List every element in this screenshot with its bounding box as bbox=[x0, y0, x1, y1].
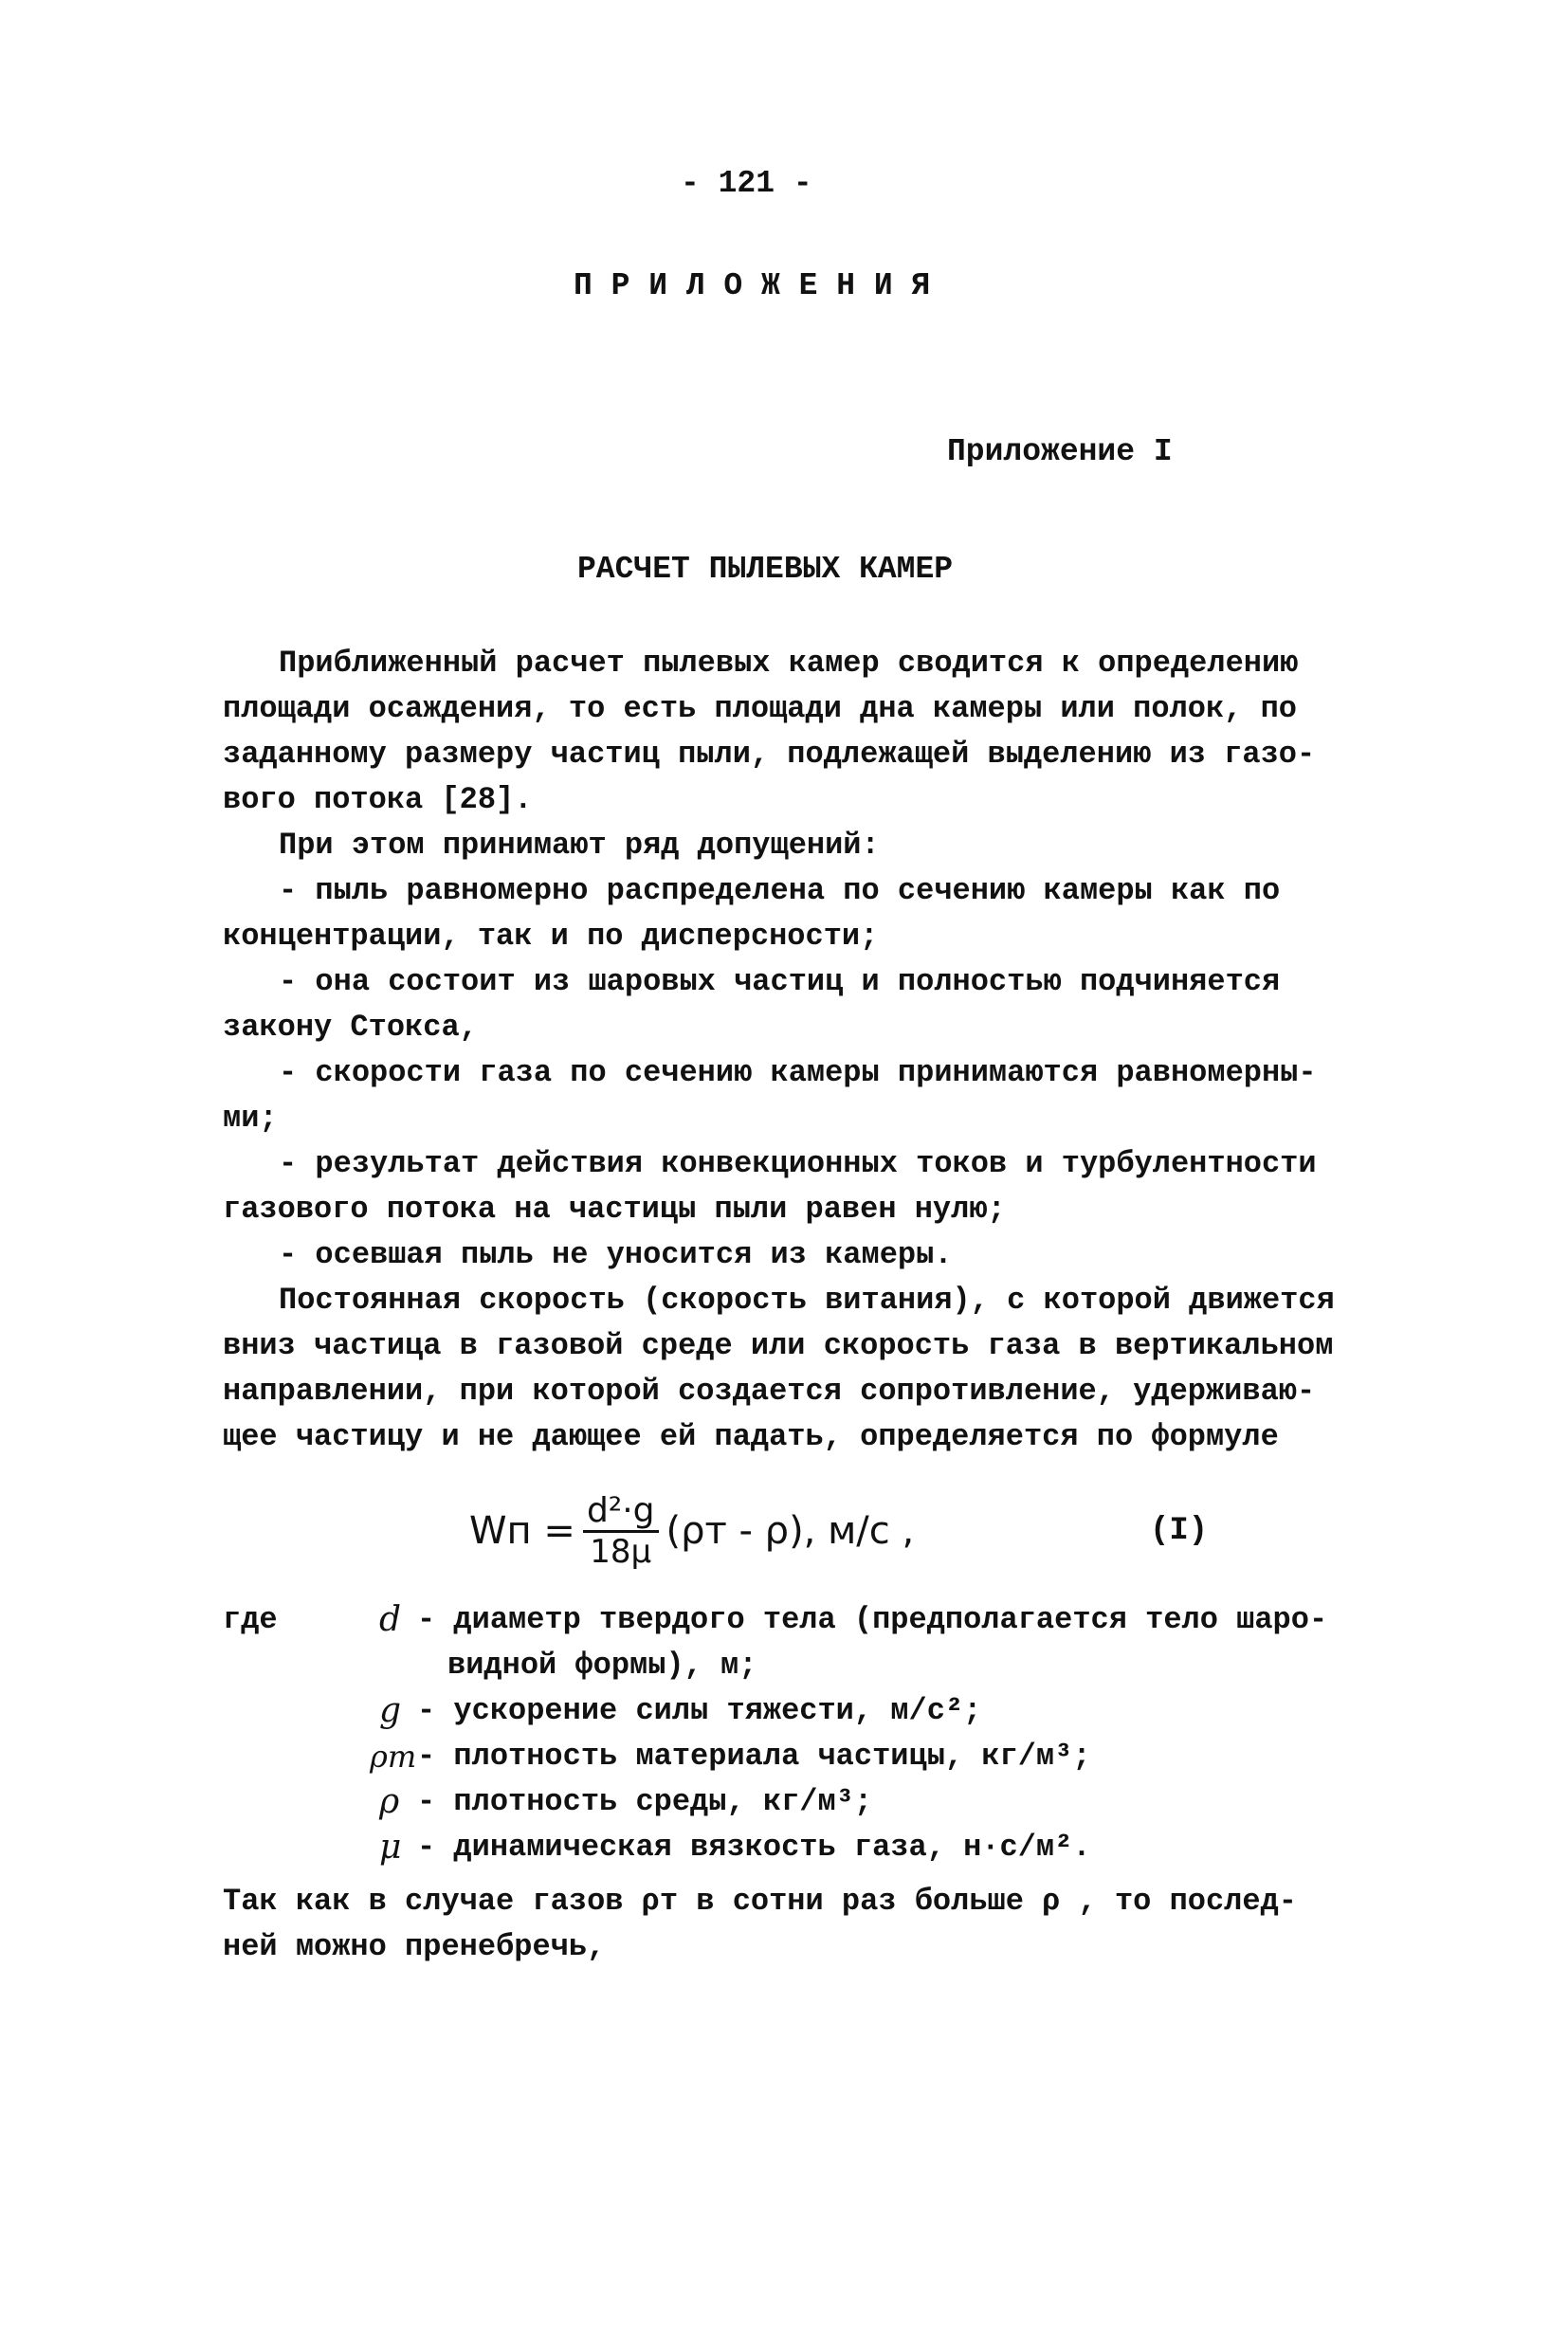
section-title: П Р И Л О Ж Е Н И Я bbox=[574, 268, 931, 303]
text-line: - пыль равномерно распределена по сечению камеры как по bbox=[279, 873, 1281, 908]
text-line: Приближенный расчет пылевых камер сводится к определению bbox=[279, 646, 1299, 681]
text-line: - она состоит из шаровых частиц и полностью подчиняется bbox=[279, 964, 1281, 999]
formula-rhs: (ρт - ρ), м/с , bbox=[665, 1509, 915, 1553]
page-number: - 121 - bbox=[681, 166, 812, 201]
text-line: вого потока [28]. bbox=[223, 782, 533, 817]
text-line: - результат действия конвекционных токов и турбулентности bbox=[279, 1146, 1317, 1181]
formula-fraction bbox=[583, 1492, 659, 1571]
definition-symbol: ρ bbox=[379, 1782, 400, 1821]
text-line: - осевшая пыль не уносится из камеры. bbox=[279, 1237, 953, 1272]
section-heading: РАСЧЕТ ПЫЛЕВЫХ КАМЕР bbox=[577, 552, 954, 587]
definition-text: - диаметр твердого тела (предполагается тело шаро- bbox=[417, 1602, 1328, 1637]
text-line: При этом принимают ряд допущений: bbox=[279, 828, 880, 863]
text-line: закону Стокса, bbox=[223, 1010, 478, 1045]
definition-symbol: ρт bbox=[370, 1739, 417, 1775]
text-line: заданному размеру частиц пыли, подлежащей выделению из газо- bbox=[223, 737, 1316, 772]
formula-numerator: d²·g bbox=[583, 1492, 659, 1533]
text-line: газового потока на частицы пыли равен нулю; bbox=[223, 1192, 1006, 1227]
text-line: направлении, при которой создается сопротивление, удерживаю- bbox=[223, 1374, 1316, 1409]
formula-lhs: Wп = bbox=[469, 1509, 575, 1553]
text-line: площади осаждения, то есть площади дна камеры или полок, по bbox=[223, 691, 1297, 726]
body-text bbox=[223, 641, 1389, 1460]
text-line: щее частицу и не дающее ей падать, определяется по формуле bbox=[223, 1419, 1279, 1454]
closing-text bbox=[223, 1879, 1389, 1970]
formula-denominator: 18μ bbox=[590, 1532, 652, 1571]
definition-text: - динамическая вязкость газа, н·с/м². bbox=[417, 1830, 1091, 1865]
definition-text: видной формы), м; bbox=[447, 1648, 757, 1683]
definition-text: - плотность материала частицы, кг/м³; bbox=[417, 1739, 1091, 1774]
definition-symbol: μ bbox=[379, 1828, 402, 1867]
definition-symbol: g bbox=[379, 1691, 402, 1730]
where-label: где bbox=[223, 1602, 278, 1637]
definition-symbol: d bbox=[379, 1600, 402, 1639]
definition-text: - плотность среды, кг/м³; bbox=[417, 1784, 873, 1819]
formula bbox=[469, 1488, 914, 1574]
text-line: - скорости газа по сечению камеры принимаются равномерны- bbox=[279, 1055, 1317, 1090]
text-line: вниз частица в газовой среде или скорость газа в вертикальном bbox=[223, 1328, 1334, 1363]
appendix-label: Приложение I bbox=[947, 434, 1173, 469]
text-line: ней можно пренебречь, bbox=[223, 1929, 606, 1964]
text-line: Постоянная скорость (скорость витания), с которой движется bbox=[279, 1283, 1335, 1318]
text-line: ми; bbox=[223, 1101, 278, 1136]
definition-text: - ускорение силы тяжести, м/с²; bbox=[417, 1693, 982, 1728]
equation-number: (I) bbox=[1150, 1513, 1209, 1549]
text-line: Так как в случае газов ρт в сотни раз больше ρ , то послед- bbox=[223, 1884, 1297, 1919]
text-line: концентрации, так и по дисперсности; bbox=[223, 919, 879, 954]
